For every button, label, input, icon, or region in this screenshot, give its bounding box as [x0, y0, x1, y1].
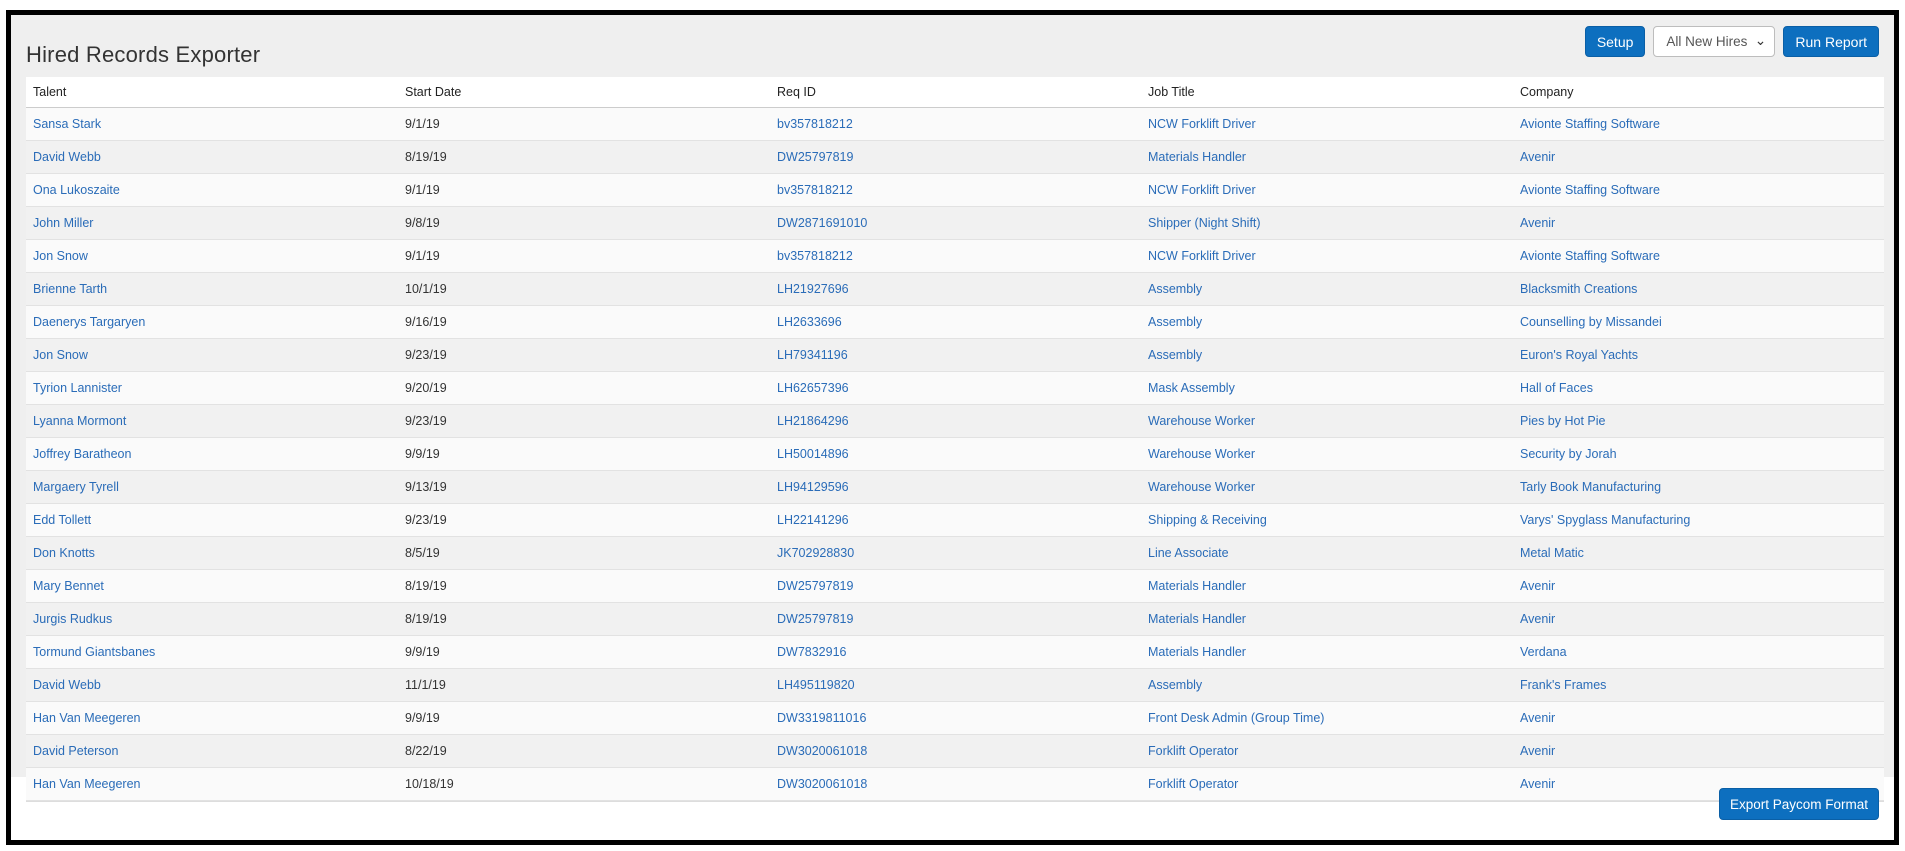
job-title-link[interactable]: Line Associate — [1141, 537, 1513, 570]
table-row[interactable] — [26, 735, 1884, 768]
page-title: Hired Records Exporter — [26, 42, 261, 67]
req-id-link[interactable]: LH495119820 — [770, 669, 1141, 702]
job-title-link[interactable]: Materials Handler — [1141, 603, 1513, 636]
start-date: 8/22/19 — [398, 735, 770, 768]
company-link[interactable]: Hall of Faces — [1513, 372, 1884, 405]
talent-link[interactable]: John Miller — [26, 207, 398, 240]
table-body — [26, 108, 1884, 801]
job-title-link[interactable]: NCW Forklift Driver — [1141, 240, 1513, 273]
job-title-link[interactable]: Assembly — [1141, 339, 1513, 372]
req-id-link[interactable]: LH62657396 — [770, 372, 1141, 405]
start-date: 8/19/19 — [398, 603, 770, 636]
job-title-link[interactable]: Materials Handler — [1141, 636, 1513, 669]
job-title-link[interactable]: Shipper (Night Shift) — [1141, 207, 1513, 240]
table-row[interactable] — [26, 570, 1884, 603]
toolbar — [1585, 26, 1879, 57]
run-report-button[interactable]: Run Report — [1783, 26, 1879, 57]
company-link[interactable]: Blacksmith Creations — [1513, 273, 1884, 306]
company-link[interactable]: Metal Matic — [1513, 537, 1884, 570]
talent-link[interactable]: Margaery Tyrell — [26, 471, 398, 504]
job-title-link[interactable]: Assembly — [1141, 669, 1513, 702]
table-row[interactable] — [26, 108, 1884, 141]
talent-link[interactable]: David Webb — [26, 669, 398, 702]
req-id-link[interactable]: LH94129596 — [770, 471, 1141, 504]
table-row[interactable] — [26, 174, 1884, 207]
start-date: 8/5/19 — [398, 537, 770, 570]
talent-link[interactable]: Don Knotts — [26, 537, 398, 570]
talent-link[interactable]: Daenerys Targaryen — [26, 306, 398, 339]
table-row[interactable] — [26, 471, 1884, 504]
job-title-link[interactable]: Forklift Operator — [1141, 768, 1513, 801]
column-header-job-title[interactable]: Job Title — [1141, 77, 1513, 108]
job-title-link[interactable]: Materials Handler — [1141, 570, 1513, 603]
job-title-link[interactable]: Assembly — [1141, 306, 1513, 339]
job-title-link[interactable]: NCW Forklift Driver — [1141, 108, 1513, 141]
talent-link[interactable]: Mary Bennet — [26, 570, 398, 603]
start-date: 10/1/19 — [398, 273, 770, 306]
table-row[interactable] — [26, 372, 1884, 405]
req-id-link[interactable]: DW3020061018 — [770, 735, 1141, 768]
start-date: 9/1/19 — [398, 174, 770, 207]
company-link[interactable]: Avenir — [1513, 702, 1884, 735]
req-id-link[interactable]: LH21864296 — [770, 405, 1141, 438]
table-row[interactable] — [26, 768, 1884, 801]
start-date: 9/16/19 — [398, 306, 770, 339]
start-date: 9/9/19 — [398, 636, 770, 669]
job-title-link[interactable]: Front Desk Admin (Group Time) — [1141, 702, 1513, 735]
company-link[interactable]: Avenir — [1513, 735, 1884, 768]
start-date: 9/23/19 — [398, 504, 770, 537]
talent-link[interactable]: Han Van Meegeren — [26, 702, 398, 735]
table-row[interactable] — [26, 504, 1884, 537]
req-id-link[interactable]: DW2871691010 — [770, 207, 1141, 240]
table-row[interactable] — [26, 273, 1884, 306]
req-id-link[interactable]: DW25797819 — [770, 570, 1141, 603]
start-date: 9/23/19 — [398, 339, 770, 372]
job-title-link[interactable]: Assembly — [1141, 273, 1513, 306]
table-row[interactable] — [26, 702, 1884, 735]
start-date: 10/18/19 — [398, 768, 770, 801]
setup-button[interactable]: Setup — [1585, 26, 1646, 57]
table-row[interactable] — [26, 339, 1884, 372]
req-id-link[interactable]: LH21927696 — [770, 273, 1141, 306]
talent-link[interactable]: David Peterson — [26, 735, 398, 768]
req-id-link[interactable]: DW25797819 — [770, 141, 1141, 174]
start-date: 9/1/19 — [398, 240, 770, 273]
company-link[interactable]: Varys' Spyglass Manufacturing — [1513, 504, 1884, 537]
company-link[interactable]: Avenir — [1513, 570, 1884, 603]
start-date: 9/1/19 — [398, 108, 770, 141]
table-row[interactable] — [26, 438, 1884, 471]
job-title-link[interactable]: Shipping & Receiving — [1141, 504, 1513, 537]
talent-link[interactable]: Joffrey Baratheon — [26, 438, 398, 471]
company-link[interactable]: Tarly Book Manufacturing — [1513, 471, 1884, 504]
start-date: 8/19/19 — [398, 141, 770, 174]
table-row[interactable] — [26, 306, 1884, 339]
table-row[interactable] — [26, 405, 1884, 438]
req-id-link[interactable]: DW25797819 — [770, 603, 1141, 636]
company-link[interactable]: Avenir — [1513, 141, 1884, 174]
req-id-link[interactable]: LH22141296 — [770, 504, 1141, 537]
start-date: 9/9/19 — [398, 438, 770, 471]
talent-link[interactable]: Han Van Meegeren — [26, 768, 398, 801]
req-id-link[interactable]: bv357818212 — [770, 240, 1141, 273]
start-date: 11/1/19 — [398, 669, 770, 702]
app-window — [6, 10, 1899, 845]
table-row[interactable] — [26, 669, 1884, 702]
company-link[interactable]: Avionte Staffing Software — [1513, 174, 1884, 207]
req-id-link[interactable]: DW3319811016 — [770, 702, 1141, 735]
job-title-link[interactable]: Warehouse Worker — [1141, 471, 1513, 504]
company-link[interactable]: Avionte Staffing Software — [1513, 240, 1884, 273]
table-row[interactable] — [26, 240, 1884, 273]
talent-link[interactable]: Edd Tollett — [26, 504, 398, 537]
hired-records-table — [26, 77, 1884, 802]
job-title-link[interactable]: Mask Assembly — [1141, 372, 1513, 405]
talent-link[interactable]: Jon Snow — [26, 240, 398, 273]
company-link[interactable]: Pies by Hot Pie — [1513, 405, 1884, 438]
req-id-link[interactable]: JK702928830 — [770, 537, 1141, 570]
talent-link[interactable]: Jurgis Rudkus — [26, 603, 398, 636]
talent-link[interactable]: David Webb — [26, 141, 398, 174]
company-link[interactable]: Avenir — [1513, 603, 1884, 636]
table-row[interactable] — [26, 141, 1884, 174]
chevron-down-icon: ⌄ — [1754, 32, 1767, 48]
table-row[interactable] — [26, 603, 1884, 636]
column-header-req-id[interactable]: Req ID — [770, 77, 1141, 108]
job-title-link[interactable]: Warehouse Worker — [1141, 405, 1513, 438]
start-date: 8/19/19 — [398, 570, 770, 603]
start-date: 9/13/19 — [398, 471, 770, 504]
table-row[interactable] — [26, 207, 1884, 240]
column-header-company[interactable]: Company — [1513, 77, 1884, 108]
talent-link[interactable]: Tormund Giantsbanes — [26, 636, 398, 669]
company-link[interactable]: Avenir — [1513, 207, 1884, 240]
company-link[interactable]: Avenir — [1513, 768, 1884, 801]
req-id-link[interactable]: LH2633696 — [770, 306, 1141, 339]
company-link[interactable]: Security by Jorah — [1513, 438, 1884, 471]
company-link[interactable]: Counselling by Missandei — [1513, 306, 1884, 339]
req-id-link[interactable]: LH79341196 — [770, 339, 1141, 372]
talent-link[interactable]: Tyrion Lannister — [26, 372, 398, 405]
start-date: 9/9/19 — [398, 702, 770, 735]
talent-link[interactable]: Jon Snow — [26, 339, 398, 372]
job-title-link[interactable]: NCW Forklift Driver — [1141, 174, 1513, 207]
company-link[interactable]: Verdana — [1513, 636, 1884, 669]
start-date: 9/8/19 — [398, 207, 770, 240]
company-link[interactable]: Frank's Frames — [1513, 669, 1884, 702]
report-panel — [11, 15, 1894, 791]
table-header-row — [26, 77, 1884, 108]
job-title-link[interactable]: Materials Handler — [1141, 141, 1513, 174]
company-link[interactable]: Avionte Staffing Software — [1513, 108, 1884, 141]
req-id-link[interactable]: bv357818212 — [770, 174, 1141, 207]
export-paycom-button[interactable]: Export Paycom Format — [1719, 788, 1879, 820]
start-date: 9/20/19 — [398, 372, 770, 405]
req-id-link[interactable]: bv357818212 — [770, 108, 1141, 141]
column-header-start-date[interactable]: Start Date — [398, 77, 770, 108]
req-id-link[interactable]: DW3020061018 — [770, 768, 1141, 801]
talent-link[interactable]: Ona Lukoszaite — [26, 174, 398, 207]
table-row[interactable] — [26, 537, 1884, 570]
start-date: 9/23/19 — [398, 405, 770, 438]
hire-filter-select[interactable] — [1653, 26, 1775, 57]
talent-link[interactable]: Brienne Tarth — [26, 273, 398, 306]
req-id-link[interactable]: DW7832916 — [770, 636, 1141, 669]
job-title-link[interactable]: Warehouse Worker — [1141, 438, 1513, 471]
table-row[interactable] — [26, 636, 1884, 669]
talent-link[interactable]: Sansa Stark — [26, 108, 398, 141]
company-link[interactable]: Euron's Royal Yachts — [1513, 339, 1884, 372]
req-id-link[interactable]: LH50014896 — [770, 438, 1141, 471]
column-header-talent[interactable]: Talent — [26, 77, 398, 108]
job-title-link[interactable]: Forklift Operator — [1141, 735, 1513, 768]
hire-filter-value: All New Hires — [1666, 34, 1748, 49]
talent-link[interactable]: Lyanna Mormont — [26, 405, 398, 438]
